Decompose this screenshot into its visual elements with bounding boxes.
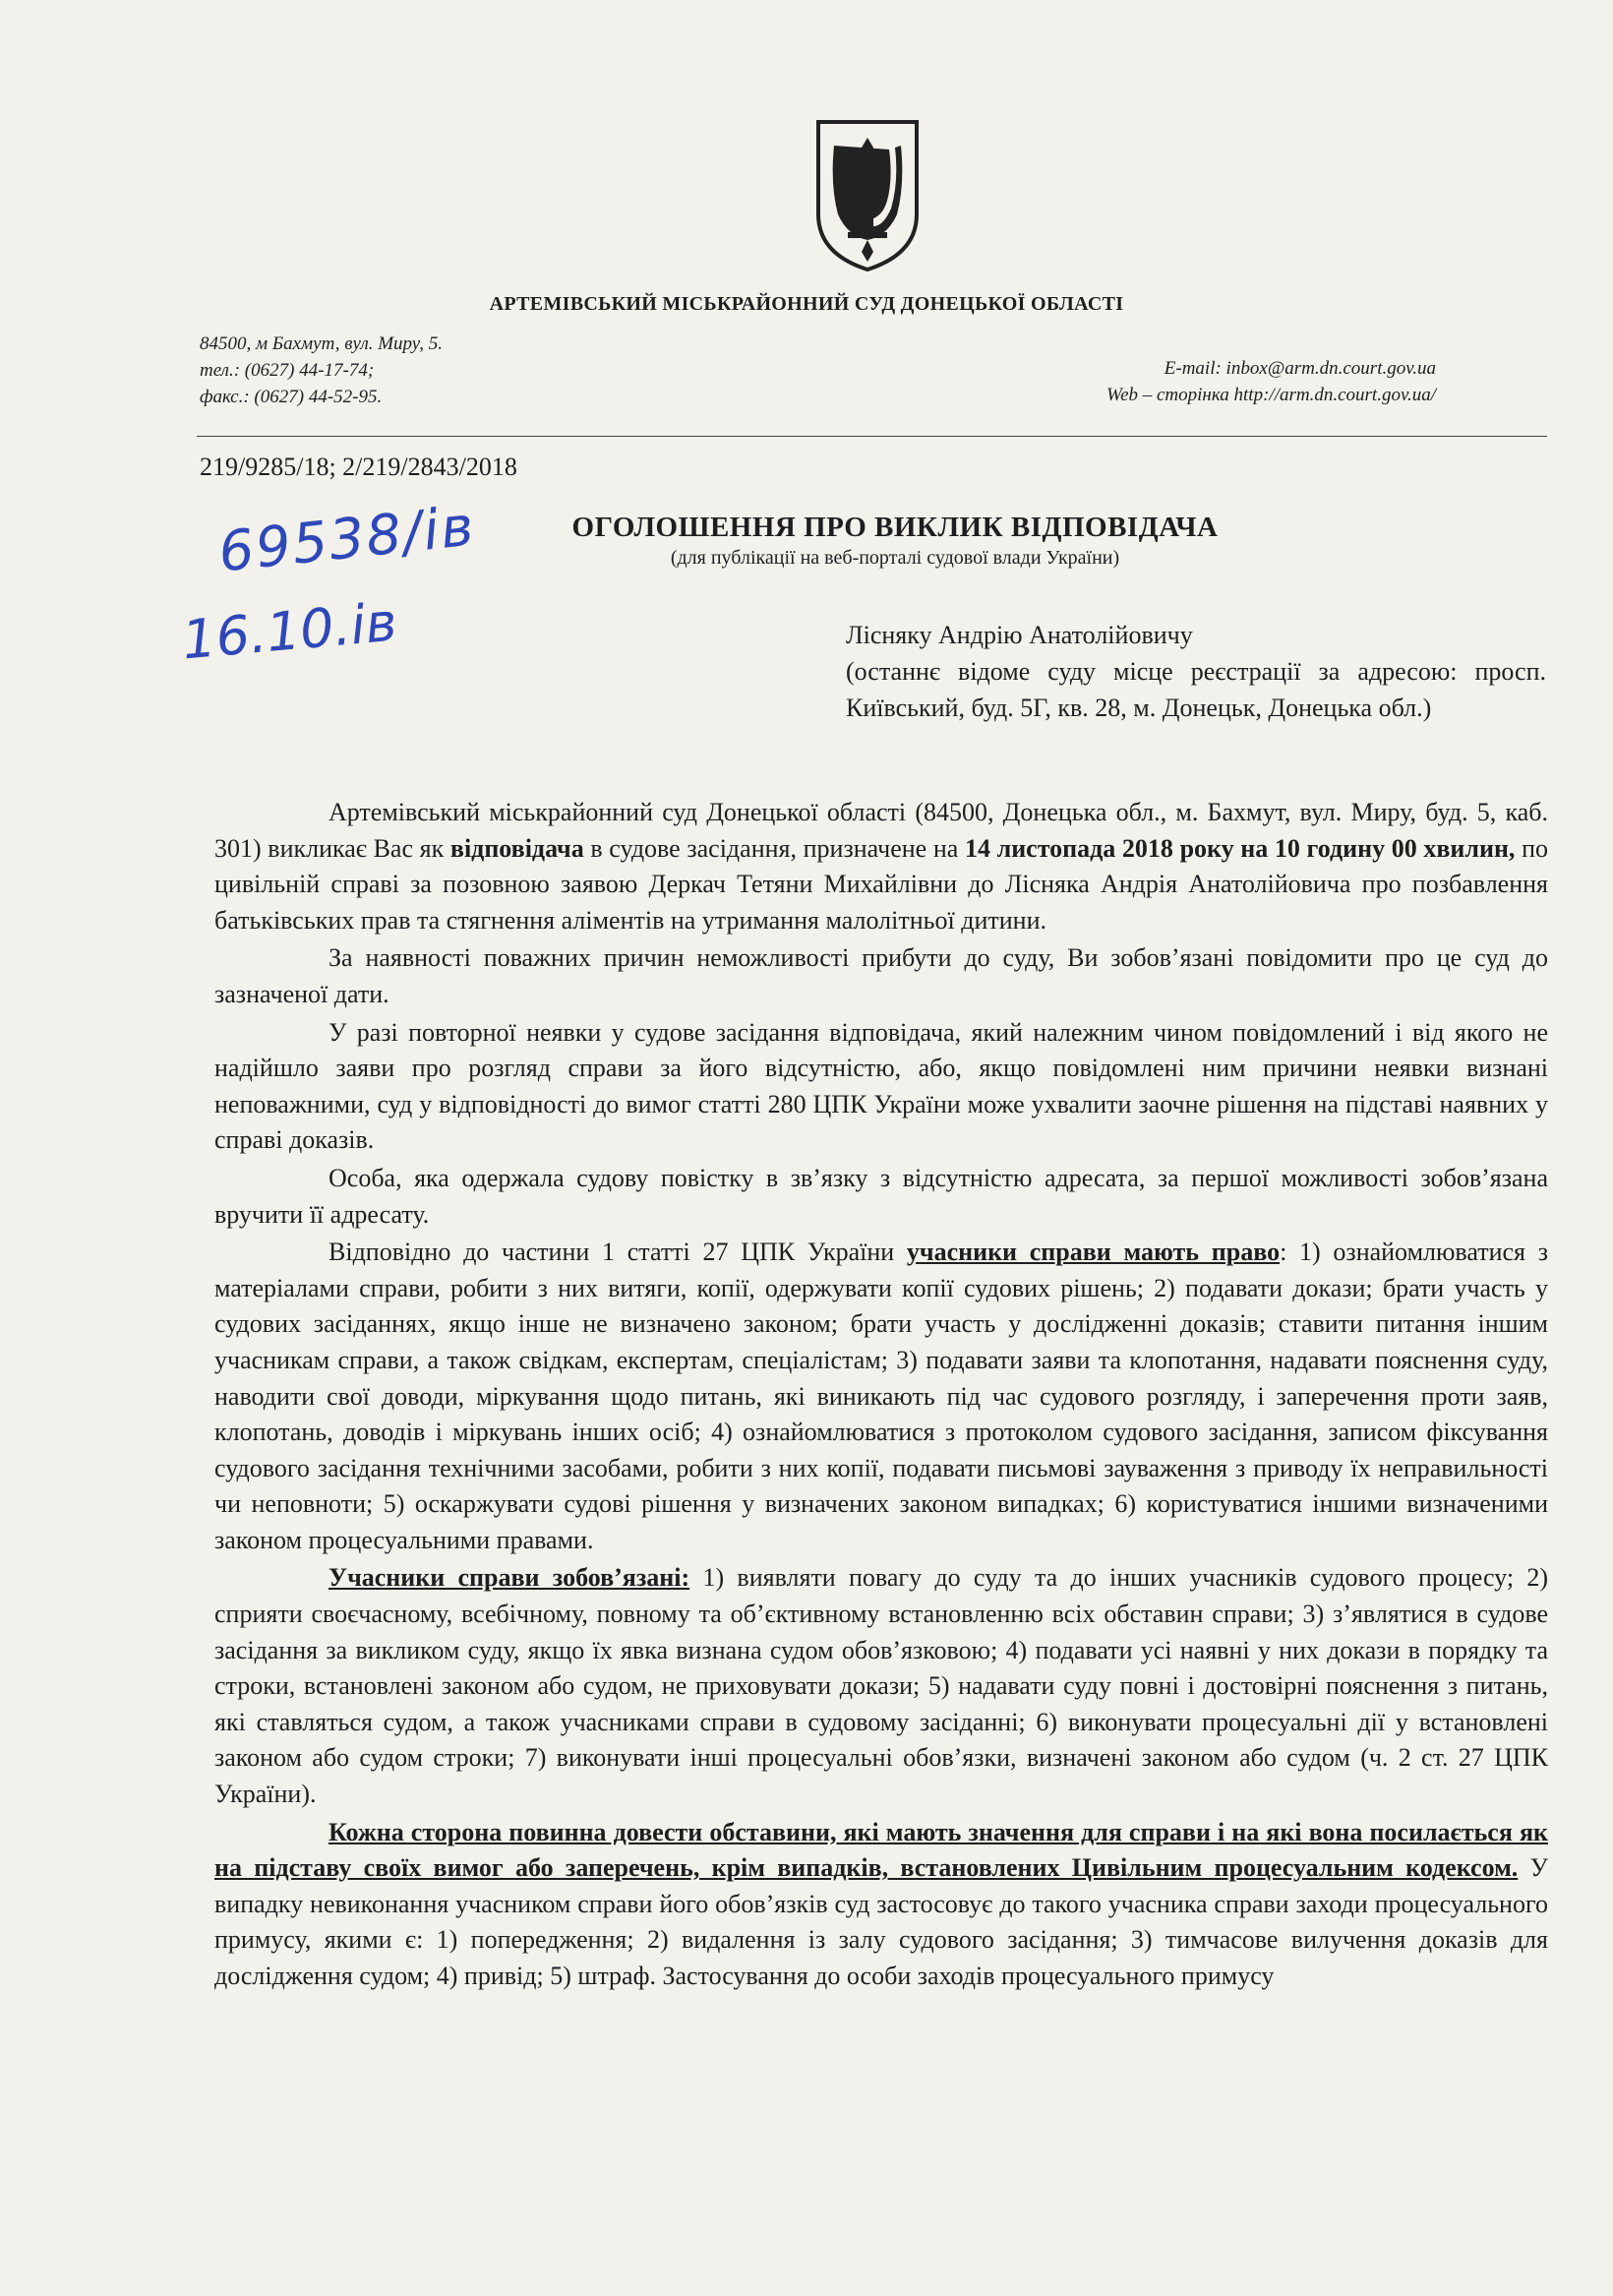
paragraph-rights: Відповідно до частини 1 статті 27 ЦПК України учасники справи мають право: 1) ознайомлюватися з матеріалами справи, робити з них витяги, копії, одержувати копії судових рішень; 2) подавати докази; брати участь у судових засіданнях, якщо інше не визначено законом; брати участь у дослідженні доказів; ставити питання іншим учасникам справи, а також свідкам, експертам, спеціалістам; 3) подавати заяви та клопотання, надавати пояснення суду, наводити свої доводи, міркування щодо питань, які виникають під час судового розгляду, і заперечення проти заяв, клопотань, доводів і міркувань інших осіб; 4) ознайомлюватися з протоколом судового засідання, записом фіксування судового засідання технічними засобами, робити з них копії, подавати письмові зауваження з приводу їх неправильності чи неповноти; 5) оскаржувати судові рішення у визначених законом випадках; 6) користуватися іншими визначеними законом процесуальними правами. xyxy=(214,1238,1548,1554)
document-subtitle: (для публікації на веб-порталі судової влади України) xyxy=(670,547,1120,569)
trident-emblem-icon xyxy=(808,116,926,273)
hearing-datetime: 14 листопада 2018 року на 10 годину 00 хвилин, xyxy=(964,833,1516,863)
court-address: 84500, м Бахмут, вул. Миру, 5. xyxy=(200,333,444,354)
court-phone: тел.: (0627) 44-17-74; xyxy=(200,360,375,381)
addressee-name: Лісняку Андрію Анатолійовичу xyxy=(846,621,1193,649)
court-website: Web – сторінка http://arm.dn.court.gov.ua/ xyxy=(1105,385,1436,405)
burden-of-proof-statement: Кожна сторона повинна довести обставини, які мають значення для справи і на які вона посилається як на підставу своїх вимог або заперечень, крім випадків, встановлених Цивільним процесуальним кодексом. xyxy=(214,1817,1548,1883)
paragraph-burden-of-proof: Кожна сторона повинна довести обставини, які мають значення для справи і на які вона посилається як на підставу своїх вимог або заперечень, крім випадків, встановлених Цивільним процесуальним кодексом. У випадку невиконання учасником справи його обов’язків суд застосовує до такого учасника справи заходи процесуального примусу, якими є: 1) попередження; 2) видалення із залу судового засідання; 3) тимчасове вилучення доказів для дослідження судом; 4) привід; 5) штраф. Застосування до особи заходів процесуального примусу xyxy=(214,1817,1548,1990)
court-fax: факс.: (0627) 44-52-95. xyxy=(200,387,383,407)
document-body xyxy=(214,795,1548,1997)
paragraph-default-judgment: У разі повторної неявки у судове засідання відповідача, який належним чином повідомлений і від якого не надійшло заяви про розгляд справи за його відсутністю, або, якщо повідомлені ним причини неявки визнані неповажними, суд у відповідності до вимог статті 280 ЦПК України може ухвалити заочне рішення на підставі наявних у справі доказів. xyxy=(214,1017,1548,1155)
case-number: 219/9285/18; 2/219/2843/2018 xyxy=(200,453,517,481)
handwritten-date: 16.10.ів xyxy=(179,590,399,672)
court-email: E-mail: inbox@arm.dn.court.gov.ua xyxy=(1164,358,1436,379)
court-name: АРТЕМІВСЬКИЙ МІСЬКРАЙОННИЙ СУД ДОНЕЦЬКОЇ ОБЛАСТІ xyxy=(489,293,1124,315)
header-divider xyxy=(197,436,1547,437)
role-defendant: відповідача xyxy=(449,833,584,863)
addressee-block xyxy=(846,617,1546,726)
paragraph-notice: За наявності поважних причин неможливості прибути до суду, Ви зобов’язані повідомити про це суд до зазначеної дати. xyxy=(214,943,1548,1008)
obligations-heading: Учасники справи зобов’язані: xyxy=(329,1563,690,1593)
handwritten-registration-number: 69538/ів xyxy=(215,494,479,585)
paragraph-obligations: Учасники справи зобов’язані: 1) виявляти повагу до суду та до інших учасників судового процесу; 2) сприяти своєчасному, всебічному, повному та об’єктивному встановленню всіх обставин справи; 3) з’являтися в судове засідання за викликом суду, якщо їх явка визнана судом обов’язковою; 4) подавати усі наявні у них докази в порядку та строки, встановлені законом або судом, не приховувати докази; 5) надавати суду повні і достовірні пояснення з питань, які ставляться судом, а також учасниками справи в судовому засіданні; 6) виконувати процесуальні дії у встановлені законом або судом строки; 7) виконувати інші процесуальні обов’язки, визначені законом або судом (ч. 2 ст. 27 ЦПК України). xyxy=(214,1563,1549,1809)
paragraph-summons: Артемівський міськрайонний суд Донецької області (84500, Донецька обл., м. Бахмут, вул. Миру, буд. 5, каб. 301) викликає Вас як відповідача в судове засідання, призначене на 14 листопада 2018 року на 10 годину 00 хвилин, по цивільній справі за позовною заявою Деркач Тетяни Михайлівни до Лісняка Андрія Анатолійовича про позбавлення батьківських прав та стягнення аліментів на утримання малолітньої дитини. xyxy=(214,798,1548,935)
contacts-right xyxy=(846,355,1436,408)
paragraph-delivery: Особа, яка одержала судову повістку в зв’язку з відсутністю адресата, за першої можливості зобов’язана вручити її адресату. xyxy=(214,1163,1548,1229)
addressee-address: (останнє відоме суду місце реєстрації за адресою: просп. Київський, буд. 5Г, кв. 28, м. Донецьк, Донецька обл.) xyxy=(846,657,1546,722)
document-title: ОГОЛОШЕННЯ ПРО ВИКЛИК ВІДПОВІДАЧА xyxy=(571,512,1219,543)
contacts-left xyxy=(200,331,443,410)
rights-heading: учасники справи мають право xyxy=(906,1238,1281,1267)
